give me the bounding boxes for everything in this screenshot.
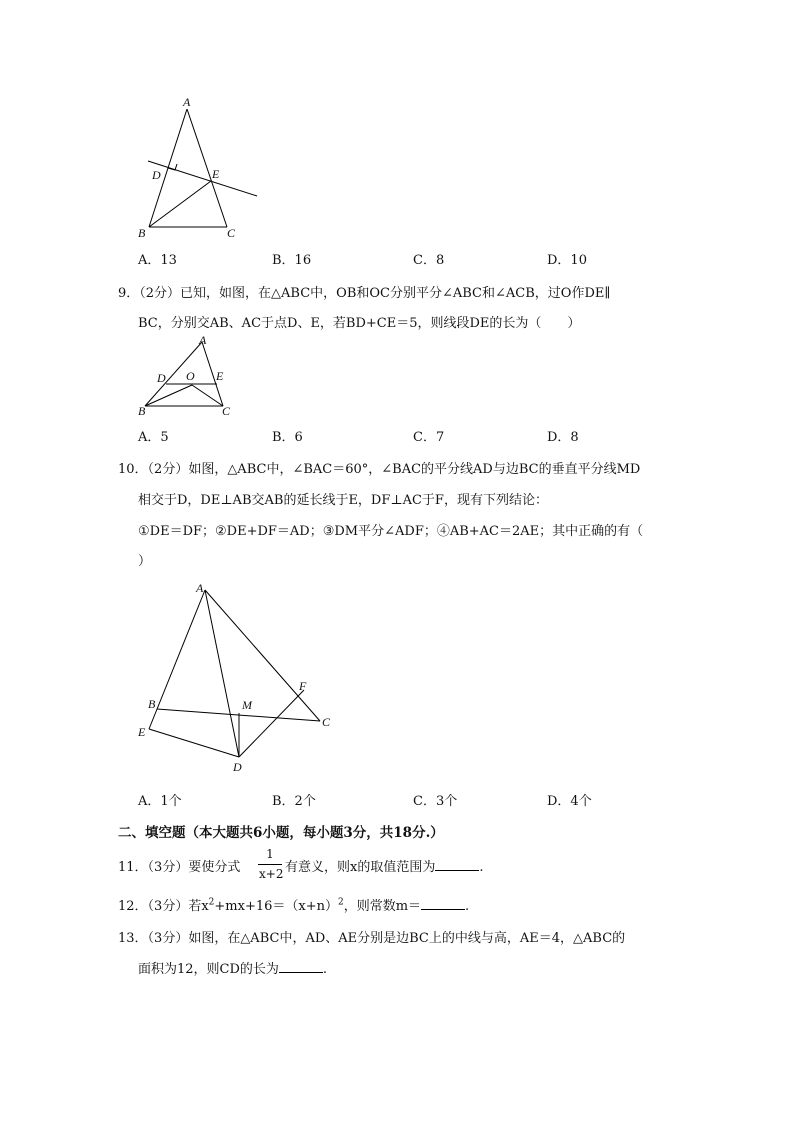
q10-text-line3: ①DE＝DF；②DE+DF＝AD；③DM平分∠ADF；④AB+AC＝2AE；其中正确的有（ — [138, 524, 644, 539]
q9-label-a: A — [199, 333, 207, 347]
q11-answer-blank[interactable] — [435, 858, 479, 871]
section-heading: 二、填空题（本大题共6小题，每小题3分，共18分.） — [118, 825, 444, 841]
q10-label-m: M — [242, 698, 252, 712]
q12-sup1: 2 — [208, 897, 215, 908]
q11-frac-bar — [258, 864, 282, 865]
q9-label-c: C — [222, 404, 231, 418]
q12-prefix: 12．（3分）若x — [118, 899, 209, 914]
q10-label-c: C — [322, 715, 331, 729]
q12-answer-blank[interactable] — [421, 897, 465, 910]
q9-label-b: B — [138, 404, 146, 418]
q9-label-o: O — [186, 369, 195, 383]
q13-end: . — [322, 962, 328, 977]
q9-choice-d: D．8 — [547, 430, 579, 445]
q13-text-line1: 13．（3分）如图，在△ABC中，AD、AE分别是边BC上的中线与高，AE＝4，△ABC的 — [118, 931, 626, 946]
q10-choice-b: B．2个 — [272, 794, 316, 809]
q10-text-line1: 10．（2分）如图，△ABC中，∠BAC＝60°，∠BAC的平分线AD与边BC的垂直平分线MD — [118, 462, 641, 477]
q10-label-e: E — [138, 725, 146, 739]
q8-choice-c: C．8 — [413, 253, 445, 268]
q11-end: . — [479, 860, 484, 875]
q10-choice-a: A．1个 — [138, 794, 182, 809]
q12-end: . — [465, 899, 470, 914]
q10-choice-c: C．3个 — [413, 794, 458, 809]
q10-text-line4: ） — [138, 554, 152, 569]
q8-label-e: E — [212, 167, 220, 181]
q9-label-e: E — [216, 369, 224, 383]
q9-text-line1: 9．（2分）已知，如图，在△ABC中，OB和OC分别平分∠ABC和∠ACB，过O作DE∥ — [118, 286, 611, 301]
q8-label-d: D — [152, 168, 161, 182]
q11-frac-num: 1 — [266, 847, 274, 861]
q9-choice-c: C．7 — [413, 430, 445, 445]
q10-choice-d: D．4个 — [547, 794, 592, 809]
q8-label-b: B — [138, 226, 146, 240]
q11-suffix — [285, 856, 483, 875]
q10-label-d: D — [233, 760, 242, 774]
q8-label-a: A — [183, 95, 191, 109]
q9-text-line2: BC，分别交AB、AC于点D、E，若BD+CE＝5，则线段DE的长为（ ） — [138, 316, 581, 331]
q12-sup2: 2 — [337, 897, 344, 908]
q10-label-a: A — [196, 581, 204, 595]
q12-line — [118, 895, 469, 914]
q13-text-line2: 面积为12，则CD的长为 — [138, 962, 279, 977]
q11-suffix-text: 有意义，则x的取值范围为 — [285, 860, 436, 875]
q13-answer-blank[interactable] — [279, 960, 323, 973]
q10-label-b: B — [148, 697, 156, 711]
q8-choice-b: B．16 — [272, 253, 312, 268]
q8-label-c: C — [227, 226, 236, 240]
q12-suffix: ，则常数m＝ — [343, 899, 422, 914]
q10-label-f: F — [299, 679, 307, 693]
q8-figure — [130, 95, 270, 245]
q9-label-d: D — [157, 371, 166, 385]
q8-choice-d: D．10 — [547, 253, 587, 268]
q8-choice-a: A．13 — [138, 253, 177, 268]
q9-choice-a: A．5 — [138, 430, 169, 445]
q10-text-line2: 相交于D，DE⊥AB交AB的延长线于E，DF⊥AC于F，现有下列结论： — [138, 493, 548, 508]
q10-figure — [135, 580, 335, 765]
q9-choice-b: B．6 — [272, 430, 303, 445]
q13-text-line2-wrap — [138, 958, 327, 977]
q12-mid: +mx+16＝（x+n） — [214, 899, 338, 914]
q11-frac-den: x+2 — [259, 867, 284, 881]
q11-prefix: 11．（3分）要使分式 — [118, 860, 241, 875]
